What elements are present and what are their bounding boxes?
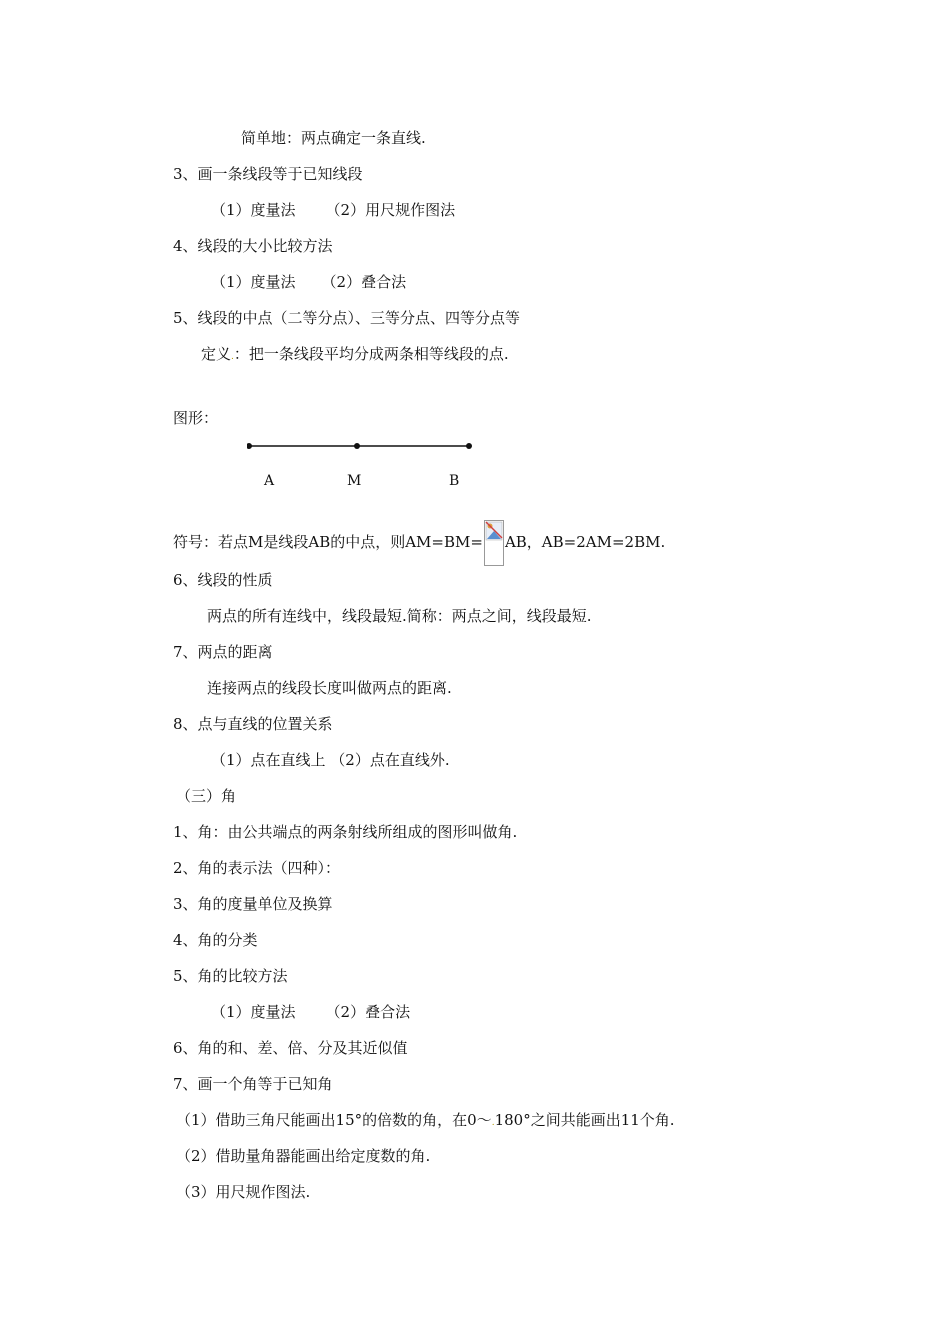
point-b: [466, 443, 472, 449]
text-line: 连接两点的线段长度叫做两点的距离.: [207, 679, 452, 697]
text-fragment: （1）借助三角尺能画出15°的倍数的角，在0～: [176, 1111, 492, 1129]
point-a: [247, 443, 252, 449]
text-line: [211, 1002, 410, 1022]
point-m: [354, 443, 360, 449]
broken-image-icon: [484, 520, 504, 566]
text-line: （3）用尺规作图法.: [176, 1183, 311, 1201]
text-fragment: （2）叠合法: [321, 273, 407, 291]
text-fragment: （2）用尺规作图法: [325, 201, 456, 219]
text-fragment: （1）度量法: [211, 201, 296, 219]
text-line: 1、角：由公共端点的两条射线所组成的图形叫做角.: [173, 823, 518, 841]
text-line: 两点的所有连线中，线段最短.简称：两点之间，线段最短.: [207, 607, 592, 625]
text-line: （2）借助量角器能画出给定度数的角.: [176, 1147, 431, 1165]
section-heading: 8、点与直线的位置关系: [173, 715, 333, 733]
text-fragment: 符号：若点M是线段AB的中点，则AM=BM=: [173, 533, 483, 551]
section-heading: 4、线段的大小比较方法: [173, 237, 333, 255]
text-line: 6、角的和、差、倍、分及其近似值: [173, 1039, 408, 1057]
point-label-b: B: [449, 473, 460, 489]
section-heading: 7、两点的距离: [173, 643, 273, 661]
text-line: [173, 520, 665, 566]
text-line: 3、角的度量单位及换算: [173, 895, 333, 913]
text-line: [211, 272, 406, 292]
text-fragment: 定义: [201, 345, 232, 363]
text-line: [211, 200, 455, 220]
text-fragment: ：把一条线段平均分成两条相等线段的点.: [233, 345, 509, 363]
dot-mark: .: [491, 1118, 495, 1128]
text-line: 简单地：两点确定一条直线.: [241, 129, 426, 147]
text-fragment: （1）度量法: [211, 273, 296, 291]
text-line: 7、画一个角等于已知角: [173, 1075, 333, 1093]
text-line: 2、角的表示法（四种）：: [173, 859, 341, 877]
text-line: 图形：: [173, 409, 219, 427]
text-line: 5、角的比较方法: [173, 967, 288, 985]
segment-figure: [247, 437, 472, 455]
point-label-a: A: [264, 473, 275, 489]
section-heading: 6、线段的性质: [173, 571, 273, 589]
text-fragment: 180°之间共能画出11个角.: [494, 1111, 675, 1129]
text-fragment: AB，AB=2AM=2BM.: [504, 533, 666, 551]
text-fragment: （2）叠合法: [325, 1003, 411, 1021]
section-heading: 5、线段的中点（二等分点）、三等分点、四等分点等: [173, 309, 521, 327]
point-label-m: M: [347, 473, 362, 489]
dot-mark: .: [231, 352, 234, 362]
section-heading: 3、画一条线段等于已知线段: [173, 165, 363, 183]
text-fragment: （1）度量法: [211, 1003, 296, 1021]
text-line: （1）点在直线上 （2）点在直线外.: [211, 751, 450, 769]
text-line: [176, 1110, 675, 1133]
text-line: [201, 344, 509, 367]
text-line: 4、角的分类: [173, 931, 258, 949]
section-heading: （三）角: [176, 787, 237, 805]
